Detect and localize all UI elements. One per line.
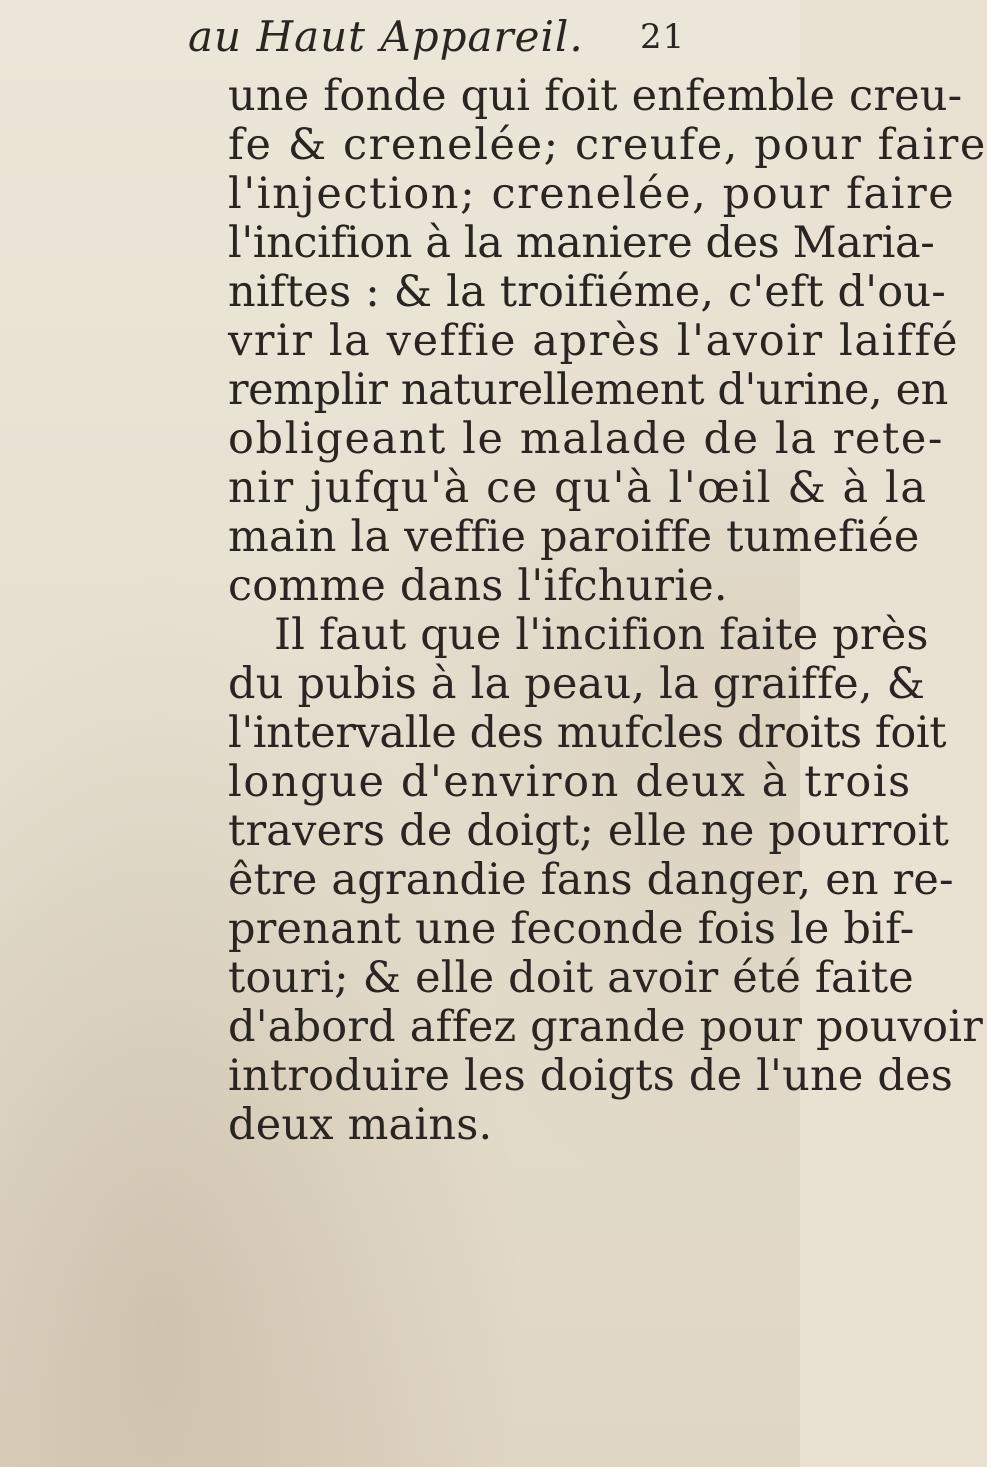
text-line: main la veffie paroiffe tumefiée [228, 512, 920, 562]
body-text [228, 71, 987, 1150]
text-line: niftes : & la troifiéme, c'eft d'ou- [228, 267, 947, 317]
text-line: deux mains. [228, 1100, 493, 1150]
running-header [188, 2, 748, 72]
text-line: vrir la veffie après l'avoir laiffé [228, 316, 960, 366]
text-line: l'incifion à la maniere des Maria- [228, 218, 935, 268]
text-line: être agrandie fans danger, en re- [228, 855, 954, 905]
text-line: travers de doigt; elle ne pourroit [228, 806, 950, 856]
text-line: comme dans l'ifchurie. [228, 561, 728, 611]
page-number: 21 [640, 17, 686, 57]
text-line: obligeant le malade de la rete- [228, 414, 945, 464]
text-line: touri; & elle doit avoir été faite [228, 953, 914, 1003]
text-line: d'abord affez grande pour pouvoir [228, 1002, 983, 1052]
text-line: longue d'environ deux à trois [228, 757, 912, 807]
text-line: du pubis à la peau, la graiffe, & [228, 659, 926, 709]
paragraph-start-line: Il faut que l'incifion faite près [274, 610, 929, 660]
text-line: l'intervalle des mufcles droits foit [228, 708, 947, 758]
text-line: l'injection; crenelée, pour faire [228, 169, 956, 219]
text-line: une fonde qui foit enfemble creu- [228, 71, 963, 121]
text-line: remplir naturellement d'urine, en [228, 365, 948, 415]
text-line: introduire les doigts de l'une des [228, 1051, 954, 1101]
text-line: fe & crenelée; creufe, pour faire [228, 120, 987, 170]
text-line: nir jufqu'à ce qu'à l'œil & à la [228, 463, 928, 513]
running-title: au Haut Appareil. [188, 12, 584, 61]
text-line: prenant une feconde fois le bif- [228, 904, 915, 954]
